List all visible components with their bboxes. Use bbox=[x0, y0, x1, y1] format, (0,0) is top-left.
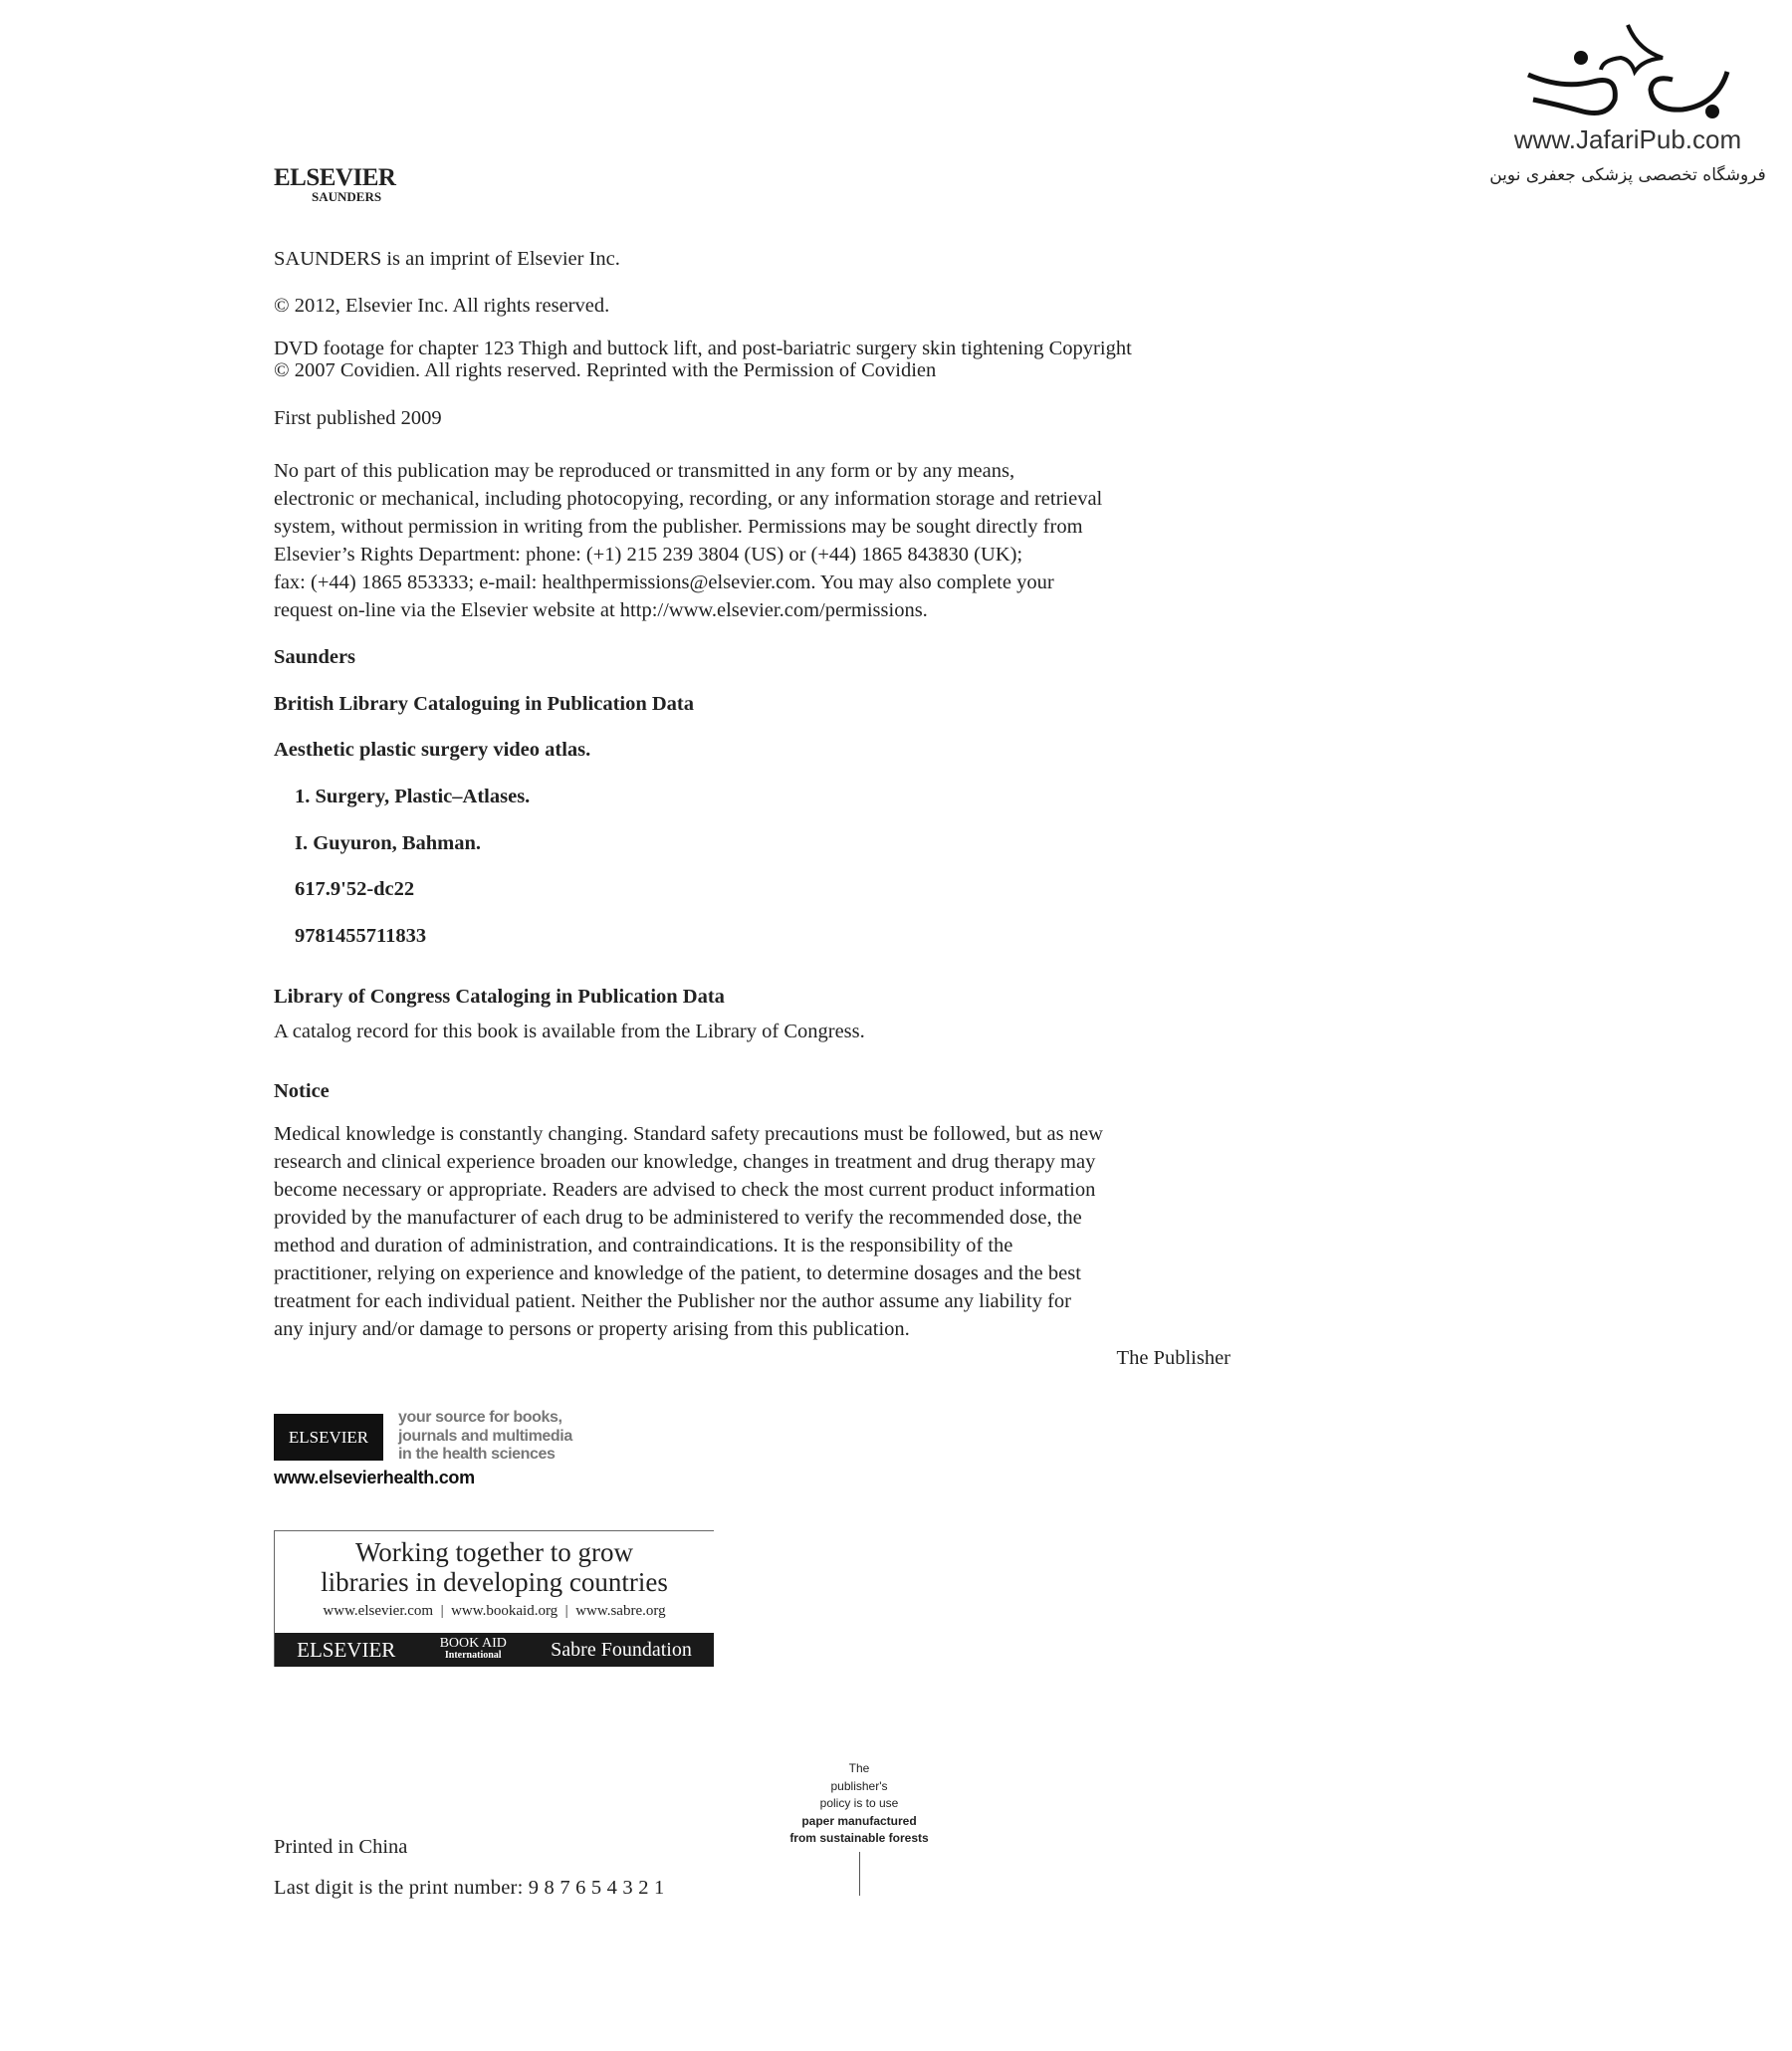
imprint-line: SAUNDERS is an imprint of Elsevier Inc. bbox=[274, 248, 620, 270]
notice-line: method and duration of administration, and contraindications. It is the responsibility of the bbox=[274, 1235, 1013, 1256]
ad-url: www.bookaid.org bbox=[451, 1603, 559, 1619]
permissions-line: system, without permission in writing from the publisher. Permissions may be sought directly from bbox=[274, 516, 1083, 538]
forest-line: publisher's bbox=[830, 1778, 888, 1793]
notice-line: Medical knowledge is constantly changing. Standard safety precautions must be followed, but as new bbox=[274, 1123, 1103, 1145]
permissions-line: request on-line via the Elsevier website at http://www.elsevier.com/permissions. bbox=[274, 599, 928, 621]
author-entry: I. Guyuron, Bahman. bbox=[295, 832, 482, 854]
notice-line: practitioner, relying on experience and knowledge of the patient, to determine dosages and the best bbox=[274, 1262, 1081, 1284]
notice-paragraph bbox=[274, 1120, 1103, 1343]
british-library-heading: British Library Cataloguing in Publication Data bbox=[274, 693, 695, 715]
elsevier-ad-logo: ELSEVIER bbox=[274, 1414, 383, 1461]
jafaripub-logo-icon bbox=[1523, 20, 1732, 124]
ad-urls bbox=[275, 1603, 714, 1620]
notice-signature: The Publisher bbox=[1116, 1347, 1231, 1369]
notice-line: any injury and/or damage to persons or property arising from this publication. bbox=[274, 1318, 910, 1340]
printed-in: Printed in China bbox=[274, 1836, 408, 1858]
notice-line: research and clinical experience broaden our knowledge, changes in treatment and drug therapy may bbox=[274, 1151, 1096, 1173]
copyright-line: © 2012, Elsevier Inc. All rights reserved. bbox=[274, 295, 610, 317]
notice-heading: Notice bbox=[274, 1080, 330, 1102]
ad-tagline: in the health sciences bbox=[398, 1446, 556, 1463]
dvd-line: © 2007 Covidien. All rights reserved. Reprinted with the Permission of Covidien bbox=[274, 359, 937, 381]
permissions-line: fax: (+44) 1865 853333; e-mail: healthpermissions@elsevier.com. You may also complete your bbox=[274, 571, 1054, 593]
saunders-imprint-logo: SAUNDERS bbox=[312, 189, 382, 204]
dvd-notice bbox=[274, 338, 1132, 381]
ad-tagline: journals and multimedia bbox=[398, 1428, 572, 1445]
forest-line: The bbox=[848, 1761, 870, 1775]
permissions-line: Elsevier’s Rights Department: phone: (+1) 215 239 3804 (US) or (+44) 1865 843830 (UK); bbox=[274, 544, 1023, 566]
first-published: First published 2009 bbox=[274, 407, 442, 429]
ad-headline: Working together to grow bbox=[354, 1537, 634, 1567]
forest-line: policy is to use bbox=[819, 1796, 899, 1810]
permissions-line: No part of this publication may be reproduced or transmitted in any form or by any means, bbox=[274, 460, 1015, 482]
divider bbox=[859, 1852, 860, 1896]
isbn-entry: 9781455711833 bbox=[295, 925, 427, 947]
forest-line: paper manufactured bbox=[801, 1813, 917, 1828]
loc-heading: Library of Congress Cataloging in Publication Data bbox=[274, 986, 725, 1008]
bookaid-name: BOOK AID bbox=[439, 1636, 507, 1651]
ad-tagline: your source for books, bbox=[398, 1409, 562, 1426]
permissions-paragraph bbox=[274, 457, 1102, 624]
dvd-line: DVD footage for chapter 123 Thigh and buttock lift, and post-bariatric surgery skin tightening Copyright bbox=[274, 338, 1132, 359]
jafaripub-watermark bbox=[1483, 20, 1772, 185]
ad-logo-band bbox=[275, 1633, 714, 1667]
ad-url: www.elsevier.com bbox=[323, 1603, 434, 1619]
bookaid-logo bbox=[440, 1638, 507, 1662]
elsevierhealth-url: www.elsevierhealth.com bbox=[274, 1468, 475, 1487]
elsevier-logo: ELSEVIER bbox=[274, 164, 396, 191]
watermark-url: www.JafariPub.com bbox=[1513, 124, 1742, 154]
sabre-logo: Sabre Foundation bbox=[551, 1638, 692, 1661]
subject-entry: 1. Surgery, Plastic–Atlases. bbox=[295, 786, 531, 807]
permissions-line: electronic or mechanical, including photocopying, recording, or any information storage and retrieval bbox=[274, 488, 1103, 510]
separator: | bbox=[440, 1603, 444, 1619]
publisher-heading: Saunders bbox=[274, 646, 356, 668]
watermark-persian: فروشگاه تخصصی پزشکی جعفری نوین bbox=[1489, 165, 1766, 185]
sustainable-forest-notice bbox=[760, 1760, 959, 1848]
ad-headline: libraries in developing countries bbox=[321, 1567, 668, 1597]
book-aid-ad bbox=[274, 1530, 714, 1667]
notice-line: become necessary or appropriate. Readers are advised to check the most current product information bbox=[274, 1179, 1096, 1201]
notice-line: provided by the manufacturer of each drug to be administered to verify the recommended dose, the bbox=[274, 1207, 1082, 1229]
bookaid-sub: International bbox=[444, 1650, 502, 1661]
separator: | bbox=[564, 1603, 568, 1619]
loc-text: A catalog record for this book is available from the Library of Congress. bbox=[274, 1021, 865, 1042]
elsevier-band-logo: ELSEVIER bbox=[297, 1637, 396, 1662]
forest-line: from sustainable forests bbox=[789, 1831, 929, 1845]
print-number: Last digit is the print number: 9 8 7 6 5 4 3 2 1 bbox=[274, 1877, 665, 1899]
classification-entry: 617.9'52-dc22 bbox=[295, 878, 415, 900]
book-title: Aesthetic plastic surgery video atlas. bbox=[274, 739, 591, 761]
notice-line: treatment for each individual patient. Neither the Publisher nor the author assume any liability for bbox=[274, 1290, 1071, 1312]
ad-url: www.sabre.org bbox=[575, 1603, 666, 1619]
